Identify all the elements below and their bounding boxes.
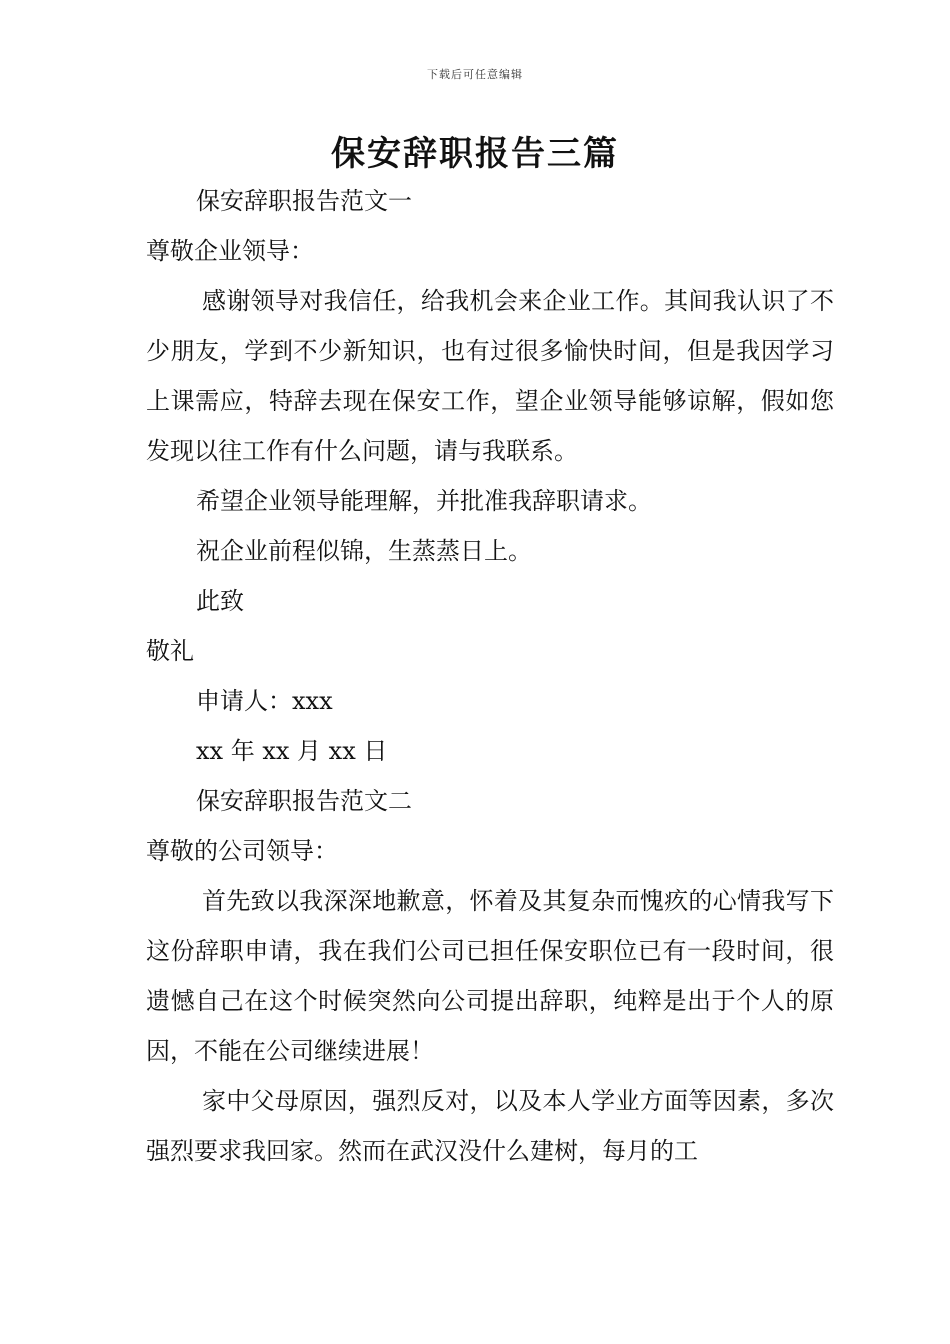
header-note: 下载后可任意编辑 [427, 68, 523, 81]
closing-line: 此致 [196, 587, 244, 615]
body-paragraph: 感谢领导对我信任，给我机会来企业工作。其间我认识了不少朋友，学到不少新知识，也有过很多愉快时间，但是我因学习上课需应，特辞去现在保安工作，望企业领导能够谅解，假如您发现以往工作有什么问题，请与我联系。 [146, 287, 834, 465]
body-paragraph: 希望企业领导能理解，并批准我辞职请求。 [196, 487, 652, 515]
document-title: 保安辞职报告三篇 [331, 134, 619, 174]
body-paragraph: 祝企业前程似锦，生蒸蒸日上。 [196, 537, 532, 565]
document-body [146, 176, 834, 1176]
date-line: xx 年 xx 月 xx 日 [196, 737, 388, 765]
section-heading-sample-one: 保安辞职报告范文一 [196, 187, 412, 215]
closing-regards: 敬礼 [146, 637, 194, 665]
body-paragraph: 首先致以我深深地歉意，怀着及其复杂而愧疚的心情我写下这份辞职申请，我在我们公司已担任保安职位已有一段时间，很遗憾自己在这个时候突然向公司提出辞职，纯粹是出于个人的原因，不能在公司继续进展！ [146, 887, 834, 1065]
body-paragraph: 家中父母原因，强烈反对，以及本人学业方面等因素，多次强烈要求我回家。然而在武汉没什么建树，每月的工 [146, 1087, 834, 1165]
section-heading-sample-two: 保安辞职报告范文二 [196, 787, 412, 815]
salutation-one: 尊敬企业领导： [146, 237, 314, 265]
salutation-two: 尊敬的公司领导： [146, 837, 338, 865]
applicant-line: 申请人：xxx [196, 687, 333, 715]
